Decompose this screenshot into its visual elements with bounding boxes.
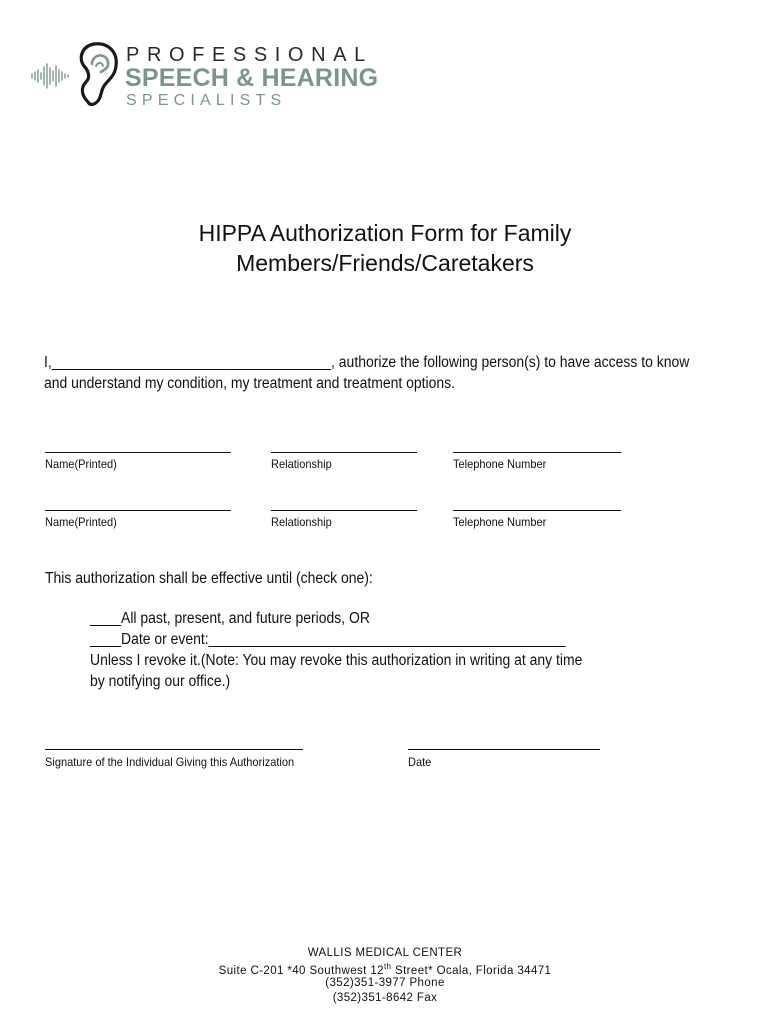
telephone-label-2: Telephone Number bbox=[453, 515, 547, 529]
footer-phone: (352)351-3977 Phone bbox=[325, 977, 445, 989]
sound-wave-icon bbox=[30, 62, 76, 90]
revoke-note-line1: Unless I revoke it.(Note: You may revoke this authorization in writing at any time bbox=[90, 652, 583, 669]
name-printed-label-1: Name(Printed) bbox=[45, 457, 117, 471]
footer-fax: (352)351-8642 Fax bbox=[332, 992, 438, 1004]
name-printed-field-2[interactable] bbox=[45, 510, 231, 511]
form-title-line2: Members/Friends/Caretakers bbox=[236, 250, 534, 276]
authorization-heading: This authorization shall be effective until (check one): bbox=[45, 570, 373, 587]
signature-label: Signature of the Individual Giving this Authorization bbox=[45, 755, 295, 769]
relationship-field-2[interactable] bbox=[271, 510, 417, 511]
logo-text-specialists: SPECIALISTS bbox=[126, 92, 287, 109]
date-field[interactable] bbox=[408, 749, 600, 750]
telephone-label-1: Telephone Number bbox=[453, 457, 547, 471]
ear-icon bbox=[74, 40, 120, 108]
logo-text-professional: PROFESSIONAL bbox=[126, 44, 373, 66]
relationship-field-1[interactable] bbox=[271, 452, 417, 453]
option-date-or-event[interactable]: ____Date or event:______________________________________________ bbox=[90, 631, 566, 648]
name-printed-field-1[interactable] bbox=[45, 452, 231, 453]
form-title-line1: HIPPA Authorization Form for Family bbox=[198, 220, 572, 246]
signature-field[interactable] bbox=[45, 749, 303, 750]
relationship-label-1: Relationship bbox=[271, 457, 332, 471]
logo-text-speech-hearing: SPEECH & HEARING bbox=[125, 64, 379, 92]
option-all-periods[interactable]: ____All past, present, and future periods, OR bbox=[90, 610, 370, 627]
telephone-field-1[interactable] bbox=[453, 452, 621, 453]
intro-line2: and understand my condition, my treatment and treatment options. bbox=[44, 375, 455, 392]
revoke-note-line2: by notifying our office.) bbox=[90, 673, 231, 690]
telephone-field-2[interactable] bbox=[453, 510, 621, 511]
relationship-label-2: Relationship bbox=[271, 515, 332, 529]
name-printed-label-2: Name(Printed) bbox=[45, 515, 117, 529]
footer-address: Suite C-201 *40 Southwest 12th Street* Ocala, Florida 34471 bbox=[218, 962, 552, 977]
date-label: Date bbox=[408, 755, 432, 769]
intro-line1: I,____________________________________, authorize the following person(s) to have access to know bbox=[44, 354, 690, 371]
footer-center-name: WALLIS MEDICAL CENTER bbox=[307, 947, 463, 959]
